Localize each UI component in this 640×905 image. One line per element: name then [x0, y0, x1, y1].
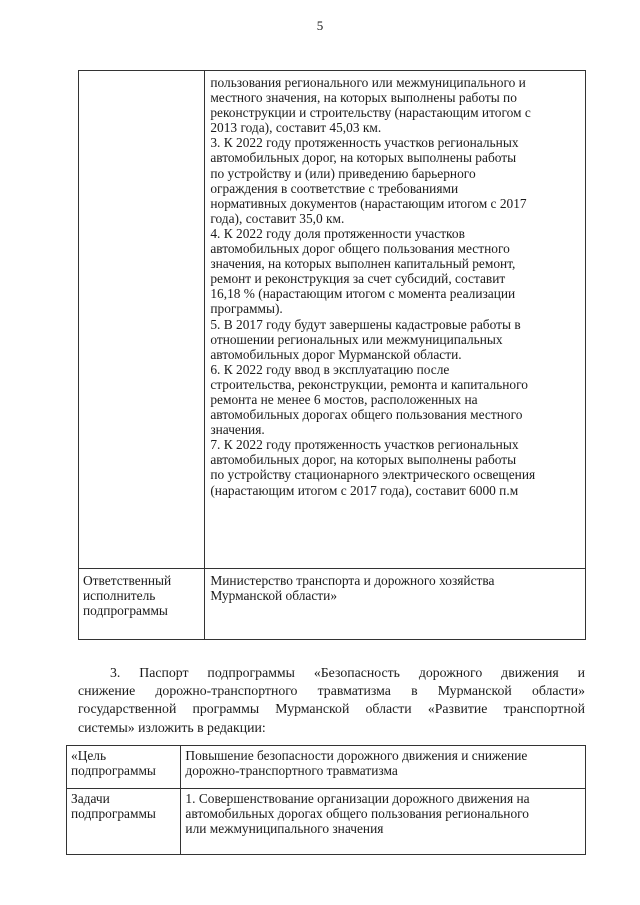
text-line: местного значения, на которых выполнены работы по [210, 90, 517, 106]
text-line: исполнитель [83, 588, 156, 604]
text-line: Ответственный [83, 573, 172, 588]
paragraph-line: системы» изложить в редакции: [78, 719, 266, 735]
text-line: (нарастающим итогом с 2017 года), составит 6000 п.м [210, 482, 519, 498]
text-line: 2013 года), составит 45,03 км. [210, 120, 382, 136]
text-line: автомобильных дорог Мурманской области. [210, 346, 462, 362]
tasks-label-cell [67, 789, 181, 855]
text-line: реконструкции и строительству (нарастающим итогом с [210, 105, 531, 121]
text-line: Мурманской области» [210, 588, 338, 604]
table-row [79, 71, 586, 569]
row-label-cell [79, 71, 205, 569]
text-line: автомобильных дорог, на которых выполнены работы [210, 150, 517, 166]
text-line: 4. К 2022 году доля протяженности участков [210, 225, 465, 241]
responsible-value-cell [205, 569, 586, 640]
text-line: по устройству и (или) приведению барьерного [210, 165, 476, 181]
text-line: подпрограммы [71, 806, 156, 822]
text-line: нормативных документов (нарастающим итогом с 2017 [210, 195, 527, 211]
page-number: 5 [316, 18, 324, 33]
text-line: отношении региональных или межмуниципальных [210, 331, 503, 347]
text-line: по устройству стационарного электрического освещения [210, 467, 536, 483]
indicators-table [78, 70, 586, 640]
table-row [79, 569, 586, 640]
goal-value-cell [181, 746, 586, 789]
paragraph-line: снижение дорожно-транспортного травматизма в Мурманской области» [78, 683, 585, 699]
paragraph-line: государственной программы Мурманской области «Развитие транспортной [78, 701, 585, 717]
text-line: или межмуниципального значения [185, 821, 384, 837]
text-line: автомобильных дорогах общего пользования регионального [185, 806, 529, 822]
text-line: 5. В 2017 году будут завершены кадастровые работы в [210, 316, 521, 332]
text-line: 16,18 % (нарастающим итогом с момента реализации [210, 286, 516, 302]
goal-label-cell [67, 746, 181, 789]
text-line: ремонт и реконструкция за счет субсидий, составит [210, 271, 506, 287]
table-row [67, 789, 586, 855]
text-line: подпрограммы [71, 763, 156, 779]
subprogram-passport-table [66, 745, 586, 855]
text-line: автомобильных дорог, на которых выполнены работы [210, 452, 517, 468]
text-line: Министерство транспорта и дорожного хозяйства [210, 573, 495, 588]
text-line: года), составит 35,0 км. [210, 210, 345, 226]
indicators-text-cell [205, 71, 586, 569]
text-line: дорожно-транспортного травматизма [185, 763, 398, 779]
text-line: программы). [210, 301, 283, 317]
tasks-value-cell [181, 789, 586, 855]
text-line: подпрограммы [83, 603, 168, 619]
text-line: значения, на которых выполнен капитальный ремонт, [210, 256, 516, 272]
responsible-label-cell [79, 569, 205, 640]
table-row [67, 746, 586, 789]
text-line: 3. К 2022 году протяженность участков региональных [210, 135, 519, 151]
body-paragraph [78, 664, 585, 737]
text-line: значения. [210, 422, 265, 438]
text-line: «Цель [71, 748, 107, 763]
text-line: автомобильных дорог общего пользования местного [210, 241, 510, 257]
text-line: строительства, реконструкции, ремонта и капитального [210, 376, 528, 392]
text-line: 1. Совершенствование организации дорожного движения на [185, 791, 530, 806]
text-line: ремонта не менее 6 мостов, расположенных на [210, 391, 478, 407]
text-line: Задачи [71, 791, 110, 806]
paragraph-line: 3. Паспорт подпрограммы «Безопасность дорожного движения и [110, 665, 585, 680]
text-line: 6. К 2022 году ввод в эксплуатацию после [210, 361, 450, 377]
text-line: автомобильных дорогах общего пользования местного [210, 407, 523, 423]
text-line: Повышение безопасности дорожного движения и снижение [185, 748, 528, 763]
text-line: пользования регионального или межмуниципального и [210, 75, 526, 90]
text-line: ограждения в соответствие с требованиями [210, 180, 459, 196]
text-line: 7. К 2022 году протяженность участков региональных [210, 437, 519, 453]
